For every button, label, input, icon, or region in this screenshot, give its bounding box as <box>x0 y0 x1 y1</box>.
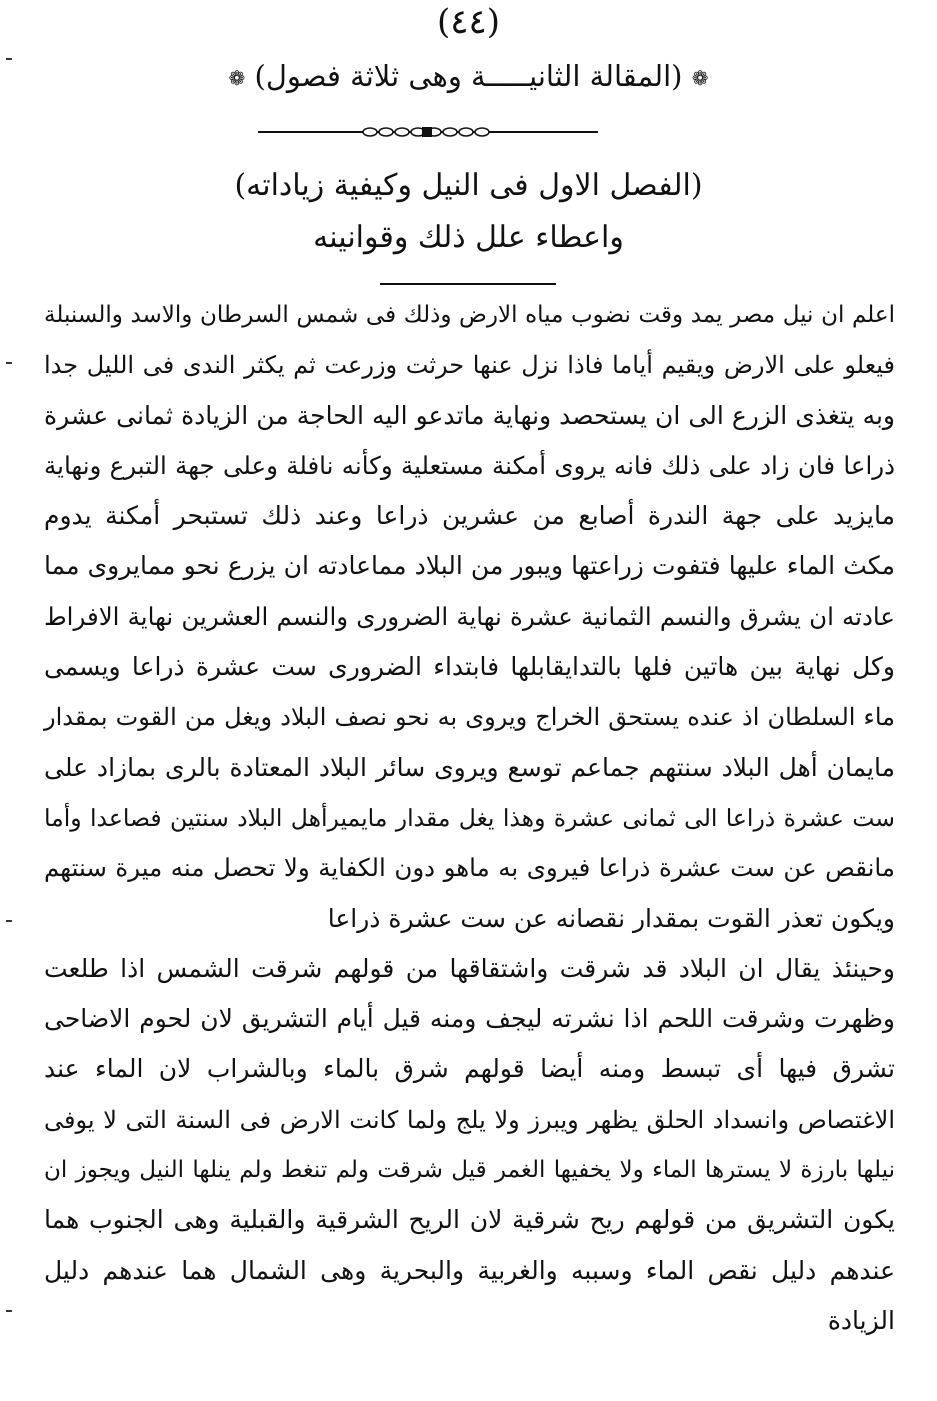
text-line: تشرق فيها أى تبسط ومنه أيضا قولهم شرق بالماء وبالشراب لان الماء عند <box>44 1054 895 1084</box>
margin-mark <box>6 58 12 60</box>
book-heading <box>0 56 937 98</box>
flower-ornament-icon: ❁ <box>228 66 246 90</box>
text-line: فيعلو على الارض ويقيم أياما فاذا نزل عنها حرثت وزرعت ثم يكثر الندى فى الليل جدا <box>44 351 895 380</box>
flower-ornament-icon: ❁ <box>691 66 709 90</box>
text-line: وبه يتغذى الزرع الى ان يستحصد ونهاية ماتدعو اليه الحاجة من الزيادة ثمانى عشرة <box>44 400 895 430</box>
text-line: ذراعا فان زاد على ذلك فانه يروى أمكنة مستعلية وكأنه نافلة وعلى جهة التبرع ونهاية <box>44 450 895 480</box>
chapter-title <box>0 160 937 264</box>
text-line: يكون التشريق من قولهم ريح شرقية لان الريح الشرقية والقبلية وهى الجنوب هما <box>44 1205 895 1235</box>
margin-mark <box>6 362 12 364</box>
margin-mark <box>6 1310 12 1312</box>
text-line: مكث الماء عليها فتفوت زراعتها ويبور من البلاد مماعادته ان يزرع نحو ممايروى مما <box>44 551 895 581</box>
book-heading-text: (المقالة الثانيـــــة وهى ثلاثة فصول) <box>254 59 683 93</box>
page-number: (٤٤) <box>436 2 501 42</box>
text-line: عندهم دليل نقص الماء وسببه والغربية والبحرية وهى الشمال هما عندهم دليل <box>44 1255 895 1285</box>
text-line: مايزيد على جهة الندرة أصابع من عشرين ذراعا وعند ذلك تستبحر أمكنة يدوم <box>44 501 895 531</box>
text-line: عادته ان يشرق والنسم الثمانية عشرة نهاية الضرورى والنسم العشرين نهاية الافراط <box>44 601 895 631</box>
chapter-title-line: (الفصل الاول فى النيل وكيفية زياداته) <box>234 168 703 203</box>
text-line: اعلم ان نيل مصر يمد وقت نضوب مياه الارض وذلك فى شمس السرطان والاسد والسنبلة <box>44 302 895 328</box>
title-rule <box>380 283 556 285</box>
text-line: مايمان أهل البلاد سنتهم جماعم توسع ويروى سائر البلاد المعتادة بالرى بمازاد على <box>44 752 895 782</box>
text-line: ماء السلطان اذ عنده يستحق الخراج ويروى به نحو نصف البلاد ويغل من القوت بمقدار <box>44 703 895 732</box>
text-line: وكل نهاية بين هاتين فلها بالتدايقابلها فابتداء الضرورى ست عشرة ذراعا ويسمى <box>44 652 895 682</box>
text-line: مانقص عن ست عشرة ذراعا فيروى به ماهو دون الكفاية ولا تحصل منه ميرة سنتهم <box>44 853 895 883</box>
divider-ornament <box>258 125 598 139</box>
body-text <box>44 290 895 1346</box>
text-line: الزيادة <box>827 1305 895 1335</box>
text-line: وحينئذ يقال ان البلاد قد شرقت واشتقاقها من قولهم شرقت الشمس اذا طلعت <box>44 953 895 983</box>
text-line: وظهرت وشرقت اللحم اذا نشرته ليجف ومنه قيل أيام التشريق لان لحوم الاضاحى <box>44 1004 895 1034</box>
chapter-subtitle-line: واعطاء علل ذلك وقوانينه <box>313 220 624 255</box>
text-line: نيلها بارزة لا يسترها الماء ولا يخفيها الغمر قيل شرقت ولم تنغط ولم ينلها النيل ويجوز ان <box>44 1157 895 1184</box>
text-line: الاغتصاص وانسداد الحلق يظهر ويبرز ولا يلج ولما كانت الارض فى السنة التى لا يوفى <box>44 1105 895 1134</box>
margin-mark <box>6 920 12 922</box>
text-line: ويكون تعذر القوت بمقدار نقصانه عن ست عشرة ذراعا <box>327 903 895 933</box>
text-line: ست عشرة ذراعا الى ثمانى عشرة وهذا يغل مقدار مايميرأهل البلاد سنتين فصاعدا وأما <box>44 803 895 832</box>
